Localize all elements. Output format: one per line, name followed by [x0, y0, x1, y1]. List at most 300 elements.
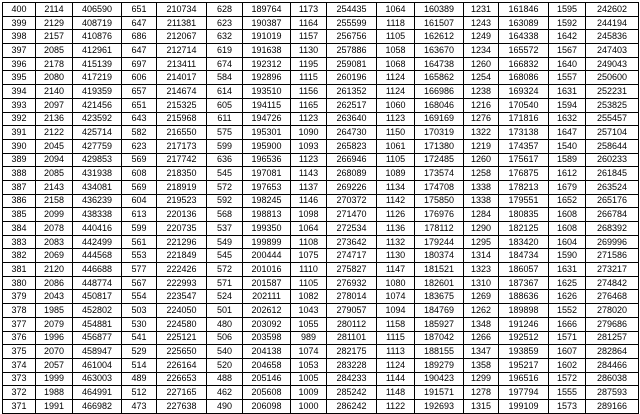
row-index-cell: 386 — [3, 194, 36, 208]
table-cell: 553 — [122, 249, 157, 263]
table-cell: 194115 — [243, 98, 291, 112]
table-cell: 1137 — [291, 180, 327, 194]
table-cell: 220735 — [157, 222, 207, 236]
table-row — [3, 290, 639, 304]
table-cell: 464991 — [73, 386, 122, 400]
table-row — [3, 317, 639, 331]
table-cell: 2085 — [36, 44, 73, 58]
table-cell: 273217 — [586, 263, 639, 277]
table-cell: 572 — [207, 263, 243, 277]
table-cell: 1173 — [291, 3, 327, 17]
table-cell: 1322 — [464, 126, 499, 140]
table-cell: 1053 — [291, 358, 327, 372]
table-cell: 263640 — [327, 112, 377, 126]
table-cell: 1594 — [549, 98, 586, 112]
table-cell: 192312 — [243, 57, 291, 71]
table-row — [3, 44, 639, 58]
table-cell: 269996 — [586, 235, 639, 249]
table-cell: 2129 — [36, 16, 73, 30]
table-cell: 1144 — [377, 372, 415, 386]
table-cell: 1260 — [464, 153, 499, 167]
table-cell: 225121 — [157, 331, 207, 345]
table-cell: 221849 — [157, 249, 207, 263]
table-cell: 599 — [122, 222, 157, 236]
table-cell: 173138 — [499, 126, 549, 140]
table-cell: 1064 — [377, 3, 415, 17]
table-cell: 1165 — [291, 98, 327, 112]
table-cell: 1642 — [549, 30, 586, 44]
table-cell: 286038 — [586, 372, 639, 386]
table-cell: 501 — [207, 304, 243, 318]
table-cell: 1157 — [291, 30, 327, 44]
table-cell: 198245 — [243, 194, 291, 208]
row-index-cell: 381 — [3, 263, 36, 277]
table-cell: 575 — [207, 126, 243, 140]
table-cell: 1005 — [291, 372, 327, 386]
table-cell: 427759 — [73, 139, 122, 153]
table-cell: 989 — [291, 331, 327, 345]
table-cell: 1258 — [464, 167, 499, 181]
table-cell: 222993 — [157, 276, 207, 290]
table-cell: 456877 — [73, 331, 122, 345]
table-cell: 264730 — [327, 126, 377, 140]
table-cell: 184769 — [415, 304, 464, 318]
table-cell: 1082 — [291, 290, 327, 304]
row-index-cell: 383 — [3, 235, 36, 249]
table-cell: 1284 — [464, 208, 499, 222]
table-cell: 592 — [207, 194, 243, 208]
table-cell: 1338 — [464, 180, 499, 194]
table-cell: 1625 — [549, 276, 586, 290]
row-index-cell: 385 — [3, 208, 36, 222]
table-cell: 188636 — [499, 290, 549, 304]
table-row — [3, 222, 639, 236]
table-cell: 438338 — [73, 208, 122, 222]
table-cell: 165572 — [499, 44, 549, 58]
table-cell: 458947 — [73, 345, 122, 359]
table-cell: 214674 — [157, 85, 207, 99]
table-row — [3, 126, 639, 140]
table-cell: 172485 — [415, 153, 464, 167]
table-cell: 2094 — [36, 153, 73, 167]
table-cell: 1679 — [549, 180, 586, 194]
table-cell: 1652 — [549, 194, 586, 208]
table-cell: 163670 — [415, 44, 464, 58]
table-cell: 611 — [207, 112, 243, 126]
table-cell: 1557 — [549, 71, 586, 85]
table-row — [3, 3, 639, 17]
table-cell: 226164 — [157, 358, 207, 372]
row-index-cell: 379 — [3, 290, 36, 304]
table-cell: 1323 — [464, 263, 499, 277]
table-cell: 651 — [122, 98, 157, 112]
table-cell: 1985 — [36, 304, 73, 318]
table-cell: 183675 — [415, 290, 464, 304]
table-cell: 197794 — [499, 386, 549, 400]
table-row — [3, 386, 639, 400]
table-cell: 280112 — [327, 317, 377, 331]
table-cell: 227165 — [157, 386, 207, 400]
table-cell: 190387 — [243, 16, 291, 30]
table-cell: 221296 — [157, 235, 207, 249]
table-cell: 179551 — [499, 194, 549, 208]
table-cell: 636 — [207, 153, 243, 167]
table-row — [3, 16, 639, 30]
row-index-cell: 377 — [3, 317, 36, 331]
table-cell: 190423 — [415, 372, 464, 386]
table-cell: 604 — [122, 194, 157, 208]
table-cell: 268392 — [586, 222, 639, 236]
table-cell: 623 — [207, 16, 243, 30]
table-cell: 632 — [207, 30, 243, 44]
table-cell: 1216 — [464, 98, 499, 112]
table-cell: 284466 — [586, 358, 639, 372]
table-cell: 408719 — [73, 16, 122, 30]
table-cell: 2045 — [36, 139, 73, 153]
table-cell: 1115 — [377, 331, 415, 345]
table-cell: 686 — [122, 30, 157, 44]
table-cell: 189898 — [499, 304, 549, 318]
table-cell: 165862 — [415, 71, 464, 85]
table-cell: 266784 — [586, 208, 639, 222]
table-row — [3, 372, 639, 386]
table-cell: 1595 — [549, 3, 586, 17]
table-cell: 545 — [207, 167, 243, 181]
table-cell: 265823 — [327, 139, 377, 153]
table-cell: 1254 — [464, 71, 499, 85]
table-cell: 549 — [207, 235, 243, 249]
row-index-cell: 396 — [3, 57, 36, 71]
table-cell: 219523 — [157, 194, 207, 208]
table-cell: 216550 — [157, 126, 207, 140]
table-cell: 182125 — [499, 222, 549, 236]
table-cell: 425714 — [73, 126, 122, 140]
table-cell: 272534 — [327, 222, 377, 236]
table-cell: 174708 — [415, 180, 464, 194]
table-cell: 643 — [122, 112, 157, 126]
table-cell: 261845 — [586, 167, 639, 181]
table-cell: 281257 — [586, 331, 639, 345]
table-cell: 1666 — [549, 317, 586, 331]
table-cell: 2080 — [36, 71, 73, 85]
table-cell: 268089 — [327, 167, 377, 181]
table-body — [3, 3, 639, 414]
table-cell: 569 — [122, 153, 157, 167]
table-row — [3, 208, 639, 222]
table-cell: 179244 — [415, 235, 464, 249]
table-cell: 2083 — [36, 235, 73, 249]
table-cell: 1147 — [377, 263, 415, 277]
table-cell: 257886 — [327, 44, 377, 58]
table-cell: 195301 — [243, 126, 291, 140]
table-cell: 168086 — [499, 71, 549, 85]
table-cell: 1647 — [549, 126, 586, 140]
table-cell: 194726 — [243, 112, 291, 126]
table-cell: 169169 — [415, 112, 464, 126]
table-cell: 514 — [122, 358, 157, 372]
table-cell: 1150 — [377, 126, 415, 140]
table-cell: 1988 — [36, 386, 73, 400]
table-cell: 166832 — [499, 57, 549, 71]
table-cell: 569 — [122, 180, 157, 194]
table-cell: 180374 — [415, 249, 464, 263]
table-cell: 2136 — [36, 112, 73, 126]
table-cell: 461004 — [73, 358, 122, 372]
table-cell: 1124 — [377, 85, 415, 99]
table-cell: 651 — [122, 3, 157, 17]
table-cell: 613 — [122, 208, 157, 222]
table-cell: 245836 — [586, 30, 639, 44]
table-cell: 1295 — [464, 235, 499, 249]
table-cell: 203092 — [243, 317, 291, 331]
table-cell: 1540 — [549, 139, 586, 153]
table-cell: 512 — [122, 386, 157, 400]
table-cell: 623 — [122, 139, 157, 153]
table-cell: 423592 — [73, 112, 122, 126]
row-index-cell: 374 — [3, 358, 36, 372]
table-cell: 520 — [207, 358, 243, 372]
table-cell: 567 — [122, 276, 157, 290]
table-cell: 1148 — [377, 386, 415, 400]
table-cell: 1118 — [377, 16, 415, 30]
table-cell: 2122 — [36, 126, 73, 140]
table-cell: 168046 — [415, 98, 464, 112]
table-cell: 1123 — [377, 112, 415, 126]
table-cell: 1136 — [377, 222, 415, 236]
table-cell: 657 — [122, 85, 157, 99]
table-cell: 2079 — [36, 317, 73, 331]
table-cell: 1134 — [377, 180, 415, 194]
table-cell: 1999 — [36, 372, 73, 386]
table-cell: 582 — [122, 126, 157, 140]
table-cell: 1219 — [464, 139, 499, 153]
table-cell: 606 — [122, 71, 157, 85]
table-cell: 2120 — [36, 263, 73, 277]
table-cell: 450817 — [73, 290, 122, 304]
table-cell: 506 — [207, 331, 243, 345]
table-cell: 1262 — [464, 304, 499, 318]
table-cell: 1608 — [549, 222, 586, 236]
table-cell: 1552 — [549, 304, 586, 318]
row-index-cell: 392 — [3, 112, 36, 126]
table-cell: 1589 — [549, 153, 586, 167]
row-index-cell: 400 — [3, 3, 36, 17]
table-cell: 191571 — [415, 386, 464, 400]
table-cell: 193510 — [243, 85, 291, 99]
table-cell: 1123 — [291, 112, 327, 126]
table-cell: 466982 — [73, 399, 122, 413]
table-cell: 1640 — [549, 57, 586, 71]
table-cell: 2078 — [36, 222, 73, 236]
table-cell: 261352 — [327, 85, 377, 99]
table-cell: 1164 — [291, 16, 327, 30]
table-cell: 1090 — [291, 126, 327, 140]
table-cell: 1080 — [377, 276, 415, 290]
table-cell: 1238 — [464, 85, 499, 99]
table-cell: 2057 — [36, 358, 73, 372]
table-cell: 628 — [207, 3, 243, 17]
table-cell: 1089 — [377, 167, 415, 181]
table-cell: 222426 — [157, 263, 207, 277]
table-cell: 192693 — [415, 399, 464, 413]
table-cell: 162612 — [415, 30, 464, 44]
table-cell: 473 — [122, 399, 157, 413]
table-cell: 1000 — [291, 399, 327, 413]
table-cell: 163089 — [499, 16, 549, 30]
table-cell: 200444 — [243, 249, 291, 263]
table-cell: 1110 — [291, 263, 327, 277]
table-cell: 1632 — [549, 112, 586, 126]
table-cell: 202612 — [243, 304, 291, 318]
table-cell: 275827 — [327, 263, 377, 277]
table-cell: 1991 — [36, 399, 73, 413]
table-cell: 283228 — [327, 358, 377, 372]
table-row — [3, 249, 639, 263]
table-cell: 503 — [122, 304, 157, 318]
table-cell: 554 — [122, 290, 157, 304]
table-cell: 255457 — [586, 112, 639, 126]
row-index-cell: 373 — [3, 372, 36, 386]
table-cell: 273642 — [327, 235, 377, 249]
table-cell: 490 — [207, 399, 243, 413]
table-cell: 2158 — [36, 194, 73, 208]
table-cell: 1074 — [291, 345, 327, 359]
table-cell: 263524 — [586, 180, 639, 194]
table-cell: 1130 — [377, 249, 415, 263]
table-cell: 260196 — [327, 71, 377, 85]
table-cell: 529 — [122, 345, 157, 359]
table-cell: 276932 — [327, 276, 377, 290]
table-cell: 1105 — [291, 276, 327, 290]
data-table — [2, 2, 639, 414]
row-index-cell: 391 — [3, 126, 36, 140]
table-cell: 1631 — [549, 85, 586, 99]
table-cell: 220136 — [157, 208, 207, 222]
table-cell: 269226 — [327, 180, 377, 194]
table-cell: 199350 — [243, 222, 291, 236]
table-cell: 2085 — [36, 167, 73, 181]
table-cell: 265176 — [586, 194, 639, 208]
table-row — [3, 399, 639, 413]
table-cell: 1094 — [377, 304, 415, 318]
table-cell: 244194 — [586, 16, 639, 30]
table-cell: 1098 — [291, 208, 327, 222]
table-cell: 223547 — [157, 290, 207, 304]
table-cell: 193859 — [499, 345, 549, 359]
table-cell: 181521 — [415, 263, 464, 277]
table-row — [3, 304, 639, 318]
table-cell: 571 — [207, 276, 243, 290]
table-cell: 1143 — [291, 167, 327, 181]
table-cell: 1266 — [464, 331, 499, 345]
table-cell: 1612 — [549, 167, 586, 181]
table-cell: 1068 — [377, 57, 415, 71]
table-cell: 195217 — [499, 358, 549, 372]
table-cell: 184734 — [499, 249, 549, 263]
table-cell: 274717 — [327, 249, 377, 263]
table-cell: 178112 — [415, 222, 464, 236]
table-cell: 191638 — [243, 44, 291, 58]
table-cell: 164338 — [499, 30, 549, 44]
row-index-cell: 376 — [3, 331, 36, 345]
table-cell: 419359 — [73, 85, 122, 99]
table-cell: 191019 — [243, 30, 291, 44]
table-cell: 247403 — [586, 44, 639, 58]
table-cell: 191246 — [499, 317, 549, 331]
table-cell: 214017 — [157, 71, 207, 85]
table-row — [3, 276, 639, 290]
table-cell: 1572 — [549, 372, 586, 386]
table-cell: 278014 — [327, 290, 377, 304]
table-cell: 444568 — [73, 249, 122, 263]
table-cell: 1278 — [464, 386, 499, 400]
table-cell: 2143 — [36, 180, 73, 194]
table-cell: 203598 — [243, 331, 291, 345]
table-row — [3, 331, 639, 345]
table-cell: 196516 — [499, 372, 549, 386]
table-cell: 262517 — [327, 98, 377, 112]
table-cell: 210734 — [157, 3, 207, 17]
table-cell: 282175 — [327, 345, 377, 359]
table-cell: 171816 — [499, 112, 549, 126]
table-cell: 1122 — [377, 399, 415, 413]
table-cell: 410876 — [73, 30, 122, 44]
table-cell: 212067 — [157, 30, 207, 44]
table-cell: 489 — [122, 372, 157, 386]
table-cell: 224050 — [157, 304, 207, 318]
table-cell: 1348 — [464, 317, 499, 331]
table-cell: 442499 — [73, 235, 122, 249]
table-cell: 169324 — [499, 85, 549, 99]
table-row — [3, 139, 639, 153]
table-cell: 205146 — [243, 372, 291, 386]
table-cell: 201587 — [243, 276, 291, 290]
table-cell: 1113 — [377, 345, 415, 359]
table-cell: 175850 — [415, 194, 464, 208]
table-cell: 176976 — [415, 208, 464, 222]
table-row — [3, 112, 639, 126]
table-cell: 185927 — [415, 317, 464, 331]
table-row — [3, 153, 639, 167]
table-cell: 1358 — [464, 358, 499, 372]
table-cell: 1315 — [464, 399, 499, 413]
table-cell: 480 — [207, 317, 243, 331]
row-index-cell: 389 — [3, 153, 36, 167]
table-cell: 1064 — [291, 222, 327, 236]
table-cell: 1631 — [549, 263, 586, 277]
row-index-cell: 387 — [3, 180, 36, 194]
table-cell: 2114 — [36, 3, 73, 17]
row-index-cell: 384 — [3, 222, 36, 236]
table-cell: 289166 — [586, 399, 639, 413]
table-cell: 1249 — [464, 30, 499, 44]
table-row — [3, 85, 639, 99]
table-cell: 1338 — [464, 194, 499, 208]
table-cell: 270372 — [327, 194, 377, 208]
table-cell: 278020 — [586, 304, 639, 318]
table-cell: 180835 — [499, 208, 549, 222]
table-cell: 188155 — [415, 345, 464, 359]
table-cell: 173574 — [415, 167, 464, 181]
table-cell: 186057 — [499, 263, 549, 277]
table-cell: 1626 — [549, 290, 586, 304]
table-cell: 1269 — [464, 290, 499, 304]
table-cell: 1075 — [291, 249, 327, 263]
table-cell: 584 — [207, 71, 243, 85]
table-cell: 161507 — [415, 16, 464, 30]
table-cell: 205608 — [243, 386, 291, 400]
table-cell: 217742 — [157, 153, 207, 167]
